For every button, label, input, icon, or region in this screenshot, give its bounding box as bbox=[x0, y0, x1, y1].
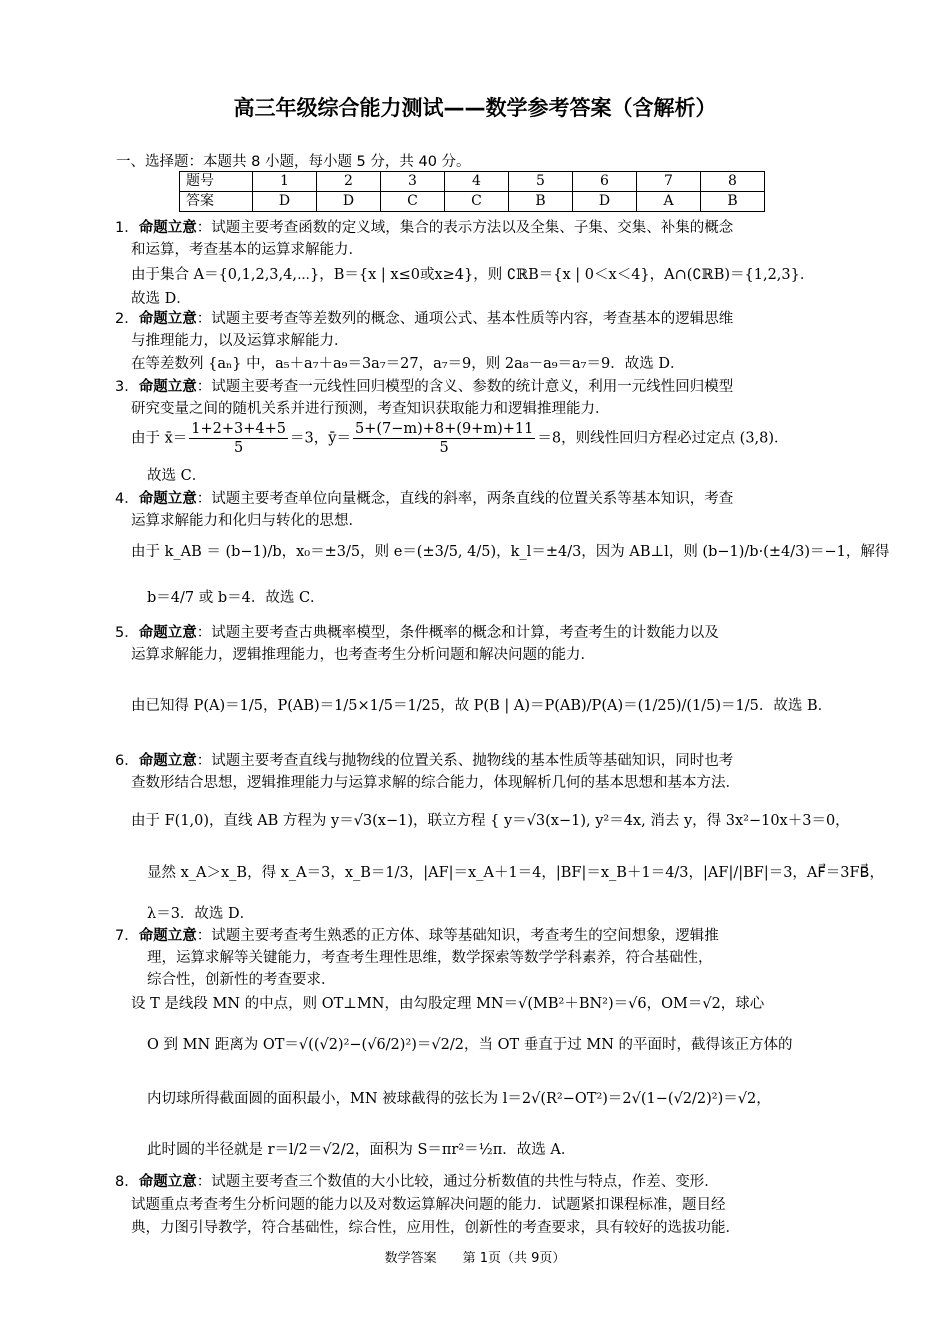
table-cell: D bbox=[573, 192, 637, 212]
q8-label: 命题立意 bbox=[138, 1174, 197, 1190]
q6-label: 命题立意 bbox=[138, 753, 197, 769]
q6-line4: 显然 x_A＞x_B，得 x_A＝3，x_B＝1/3，|AF|＝x_A＋1＝4，|BF|＝x_B＋1＝4/3，|AF|/|BF|＝3，AF⃗＝3FB⃗， bbox=[147, 865, 884, 881]
q3-part3: ＝8，则线性回归方程必过定点 (3,8)． bbox=[537, 430, 789, 447]
q2-line3: 在等差数列 {aₙ} 中，a₅＋a₇＋a₉＝3a₇＝27，a₇＝9，则 2a₈－a₉＝a₇＝9．故选 D． bbox=[131, 356, 685, 372]
q7-line1 bbox=[115, 925, 719, 947]
table-cell: 2 bbox=[317, 172, 381, 192]
q2-text: ：试题主要考查等差数列的概念、通项公式、基本性质等内容，考查基本的逻辑思维 bbox=[196, 311, 734, 327]
table-cell: C bbox=[381, 192, 445, 212]
q7-line4: 设 T 是线段 MN 的中点，则 OT⊥MN，由勾股定理 MN＝√(MB²＋BN²)＝√6，OM＝√2，球心 bbox=[131, 996, 765, 1012]
q4-label: 命题立意 bbox=[138, 491, 197, 507]
q2-label: 命题立意 bbox=[138, 311, 197, 327]
numerator: 5+(7−m)+8+(9+m)+11 bbox=[354, 421, 534, 437]
q6-line2: 查数形结合思想，逻辑推理能力与运算求解的综合能力，体现解析几何的基本思想和基本方法． bbox=[131, 775, 740, 791]
q7-line6: 内切球所得截面圆的面积最小，MN 被球截得的弦长为 l＝2√(R²−OT²)＝2√(1−(√2/2)²)＝√2， bbox=[147, 1091, 771, 1107]
q7-line5: O 到 MN 距离为 OT＝√((√2)²−(√6/2)²)＝√2/2，当 OT 垂直于过 MN 的平面时，截得该正方体的 bbox=[147, 1037, 793, 1053]
q4-text: ：试题主要考查单位向量概念，直线的斜率，两条直线的位置关系等基本知识，考查 bbox=[196, 491, 734, 507]
q7-label: 命题立意 bbox=[138, 928, 197, 944]
denominator: 5 bbox=[234, 440, 244, 456]
q4-line3: 由于 k_AB ＝ (b−1)/b，x₀＝±3/5，则 e＝(±3/5, 4/5)，k_l＝±4/3，因为 AB⊥l，则 (b−1)/b·(±4/3)＝−1，解得 bbox=[131, 544, 890, 560]
table-cell: D bbox=[253, 192, 317, 212]
q4-line1 bbox=[115, 488, 733, 510]
q8-line1 bbox=[115, 1171, 719, 1193]
answer-table bbox=[179, 171, 765, 212]
q5-line3: 由已知得 P(A)＝1/5，P(AB)＝1/5×1/5＝1/25，故 P(B | A)＝P(AB)/P(A)＝(1/25)/(1/5)＝1/5．故选 B． bbox=[131, 698, 833, 714]
q1-line2: 和运算，考查基本的运算求解能力． bbox=[131, 242, 363, 258]
q2-line2: 与推理能力，以及运算求解能力． bbox=[131, 333, 349, 349]
q2-number: 2． bbox=[115, 311, 139, 327]
q6-line3: 由于 F(1,0)，直线 AB 方程为 y＝√3(x−1)，联立方程 { y＝√3(x−1), y²＝4x, 消去 y，得 3x²−10x＋3＝0， bbox=[131, 813, 850, 829]
q5-line2: 运算求解能力，逻辑推理能力，也考查考生分析问题和解决问题的能力． bbox=[131, 647, 595, 663]
q3-part2: ＝3，ȳ＝ bbox=[290, 430, 351, 447]
q6-number: 6． bbox=[115, 753, 139, 769]
q7-line2: 理，运算求解等关键能力，考查考生理性思维，数学探索等数学学科素养，符合基础性， bbox=[147, 950, 713, 966]
numerator: 1+2+3+4+5 bbox=[191, 421, 287, 437]
q1-label: 命题立意 bbox=[138, 220, 197, 236]
table-cell: 5 bbox=[509, 172, 573, 192]
q6-text: ：试题主要考查直线与抛物线的位置关系、抛物线的基本性质等基础知识，同时也考 bbox=[196, 753, 734, 769]
table-cell: 8 bbox=[701, 172, 765, 192]
q1-text: ：试题主要考查函数的定义域，集合的表示方法以及全集、子集、交集、补集的概念 bbox=[196, 220, 734, 236]
table-cell: 1 bbox=[253, 172, 317, 192]
q7-number: 7． bbox=[115, 928, 139, 944]
table-row bbox=[180, 172, 765, 192]
table-cell: 3 bbox=[381, 172, 445, 192]
fraction bbox=[189, 420, 288, 457]
page-title: 高三年级综合能力测试——数学参考答案（含解析） bbox=[233, 96, 717, 120]
table-cell: 7 bbox=[637, 172, 701, 192]
q3-number: 3． bbox=[115, 379, 139, 395]
q8-number: 8． bbox=[115, 1174, 139, 1190]
table-cell: B bbox=[701, 192, 765, 212]
q7-line7: 此时圆的半径就是 r＝l/2＝√2/2，面积为 S＝πr²＝½π．故选 A． bbox=[147, 1142, 576, 1158]
q6-line1 bbox=[115, 750, 733, 772]
table-cell: B bbox=[509, 192, 573, 212]
section-heading: 一、选择题：本题共 8 小题，每小题 5 分，共 40 分。 bbox=[116, 154, 471, 170]
q3-part1: 由于 x̄＝ bbox=[131, 430, 188, 447]
page-footer: 数学答案 第 1页（共 9页） bbox=[384, 1251, 566, 1266]
table-cell: 6 bbox=[573, 172, 637, 192]
q1-line3: 由于集合 A＝{0,1,2,3,4,⋯}，B＝{x | x≤0或x≥4}，则 ∁ℝB＝{x | 0＜x＜4}，A∩(∁ℝB)＝{1,2,3}． bbox=[131, 267, 815, 283]
q3-label: 命题立意 bbox=[138, 379, 197, 395]
q5-label: 命题立意 bbox=[138, 625, 197, 641]
q3-line1 bbox=[115, 376, 733, 398]
q5-number: 5． bbox=[115, 625, 139, 641]
q4-line4: b＝4/7 或 b＝4．故选 C． bbox=[147, 590, 325, 606]
q4-number: 4． bbox=[115, 491, 139, 507]
q7-line3: 综合性，创新性的考查要求． bbox=[147, 972, 336, 988]
table-cell: 4 bbox=[445, 172, 509, 192]
table-cell: A bbox=[637, 192, 701, 212]
q3-text: ：试题主要考查一元线性回归模型的含义、参数的统计意义，利用一元线性回归模型 bbox=[196, 379, 734, 395]
q1-number: 1． bbox=[115, 220, 139, 236]
q4-line2: 运算求解能力和化归与转化的思想． bbox=[131, 513, 363, 529]
q3-line2: 研究变量之间的随机关系并进行预测，考查知识获取能力和逻辑推理能力． bbox=[131, 401, 610, 417]
q8-text: ：试题主要考查三个数值的大小比较，通过分析数值的共性与特点，作差、变形． bbox=[196, 1174, 719, 1190]
q5-line1 bbox=[115, 622, 719, 644]
q3-line3 bbox=[131, 420, 789, 457]
q2-line1 bbox=[115, 308, 733, 330]
q6-line5: λ＝3．故选 D． bbox=[147, 906, 255, 922]
q1-line1 bbox=[115, 217, 733, 239]
table-row bbox=[180, 192, 765, 212]
row-header: 答案 bbox=[180, 192, 253, 212]
q3-line4: 故选 C． bbox=[147, 468, 207, 484]
q7-text: ：试题主要考查考生熟悉的正方体、球等基础知识，考查考生的空间想象，逻辑推 bbox=[196, 928, 719, 944]
q8-line3: 典，力图引导教学，符合基础性，综合性，应用性，创新性的考查要求，具有较好的选拔功能． bbox=[131, 1220, 740, 1236]
row-header: 题号 bbox=[180, 172, 253, 192]
fraction bbox=[353, 420, 535, 457]
table-cell: C bbox=[445, 192, 509, 212]
q5-text: ：试题主要考查古典概率模型，条件概率的概念和计算，考查考生的计数能力以及 bbox=[196, 625, 719, 641]
q1-line4: 故选 D． bbox=[131, 291, 191, 307]
denominator: 5 bbox=[439, 440, 449, 456]
table-cell: D bbox=[317, 192, 381, 212]
q8-line2: 试题重点考查考生分析问题的能力以及对数运算解决问题的能力．试题紧扣课程标准，题目经 bbox=[131, 1197, 726, 1213]
